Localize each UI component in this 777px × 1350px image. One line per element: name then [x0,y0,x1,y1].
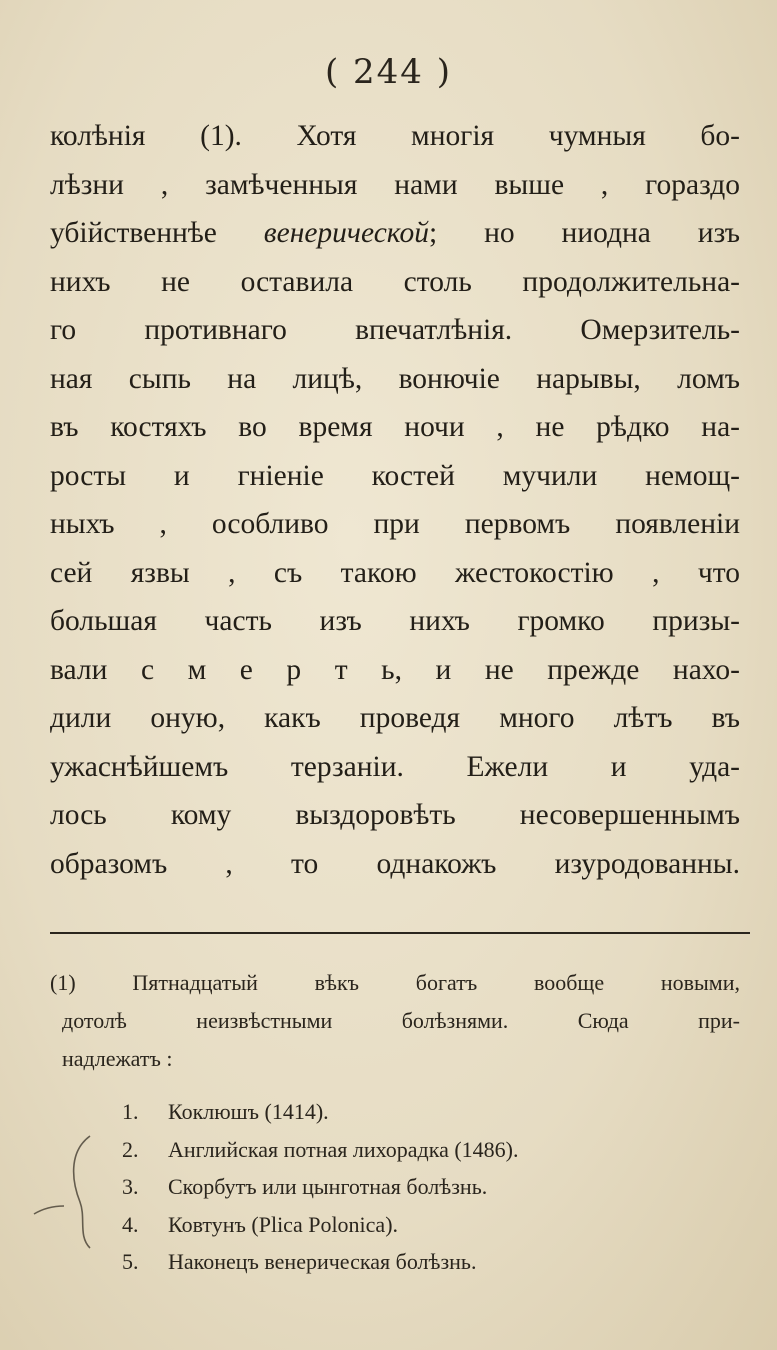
page-number: ( 244 ) [324,52,453,92]
text-line [50,209,740,258]
text-line: ная сыпь на лицѣ, вонючіе нарывы, ломъ [50,362,740,395]
list-item-text: Коклюшъ (1414). [168,1099,329,1124]
text-line: дили оную, какъ проведя много лѣтъ въ [50,702,740,734]
text-line: ныхъ , особливо при первомъ появленіи [50,508,740,540]
list-item-text: Наконецъ венерическая болѣзнь. [168,1249,477,1274]
main-text [50,112,740,888]
footnote-line: надлежатъ : [62,1046,173,1071]
list-item [122,1243,722,1281]
list-item-number: 2. [122,1136,139,1162]
text-line: ужаснѣйшемъ терзаніи. Ежели и уда- [50,750,740,783]
footnote-line: (1) Пятнадцатый вѣкъ богатъ вообще новыми, [50,970,740,995]
list-item [122,1206,722,1244]
list-item-text: Скорбутъ или цынготная болѣзнь. [168,1174,488,1199]
footnote-divider [50,932,750,934]
list-item-text: Английская потная лихорадка (1486). [168,1136,519,1162]
text-line: большая часть изъ нихъ громко призы- [50,605,740,637]
footnote-list [122,1093,722,1281]
list-item [122,1168,722,1206]
text-line: лось кому выздоровѣть несовершеннымъ [50,799,740,831]
italic-word: венерической [263,217,429,249]
text-line: го противнаго впечатлѣнія. Омерзитель- [50,314,740,346]
list-item-number: 4. [122,1211,139,1237]
list-item-number: 5. [122,1249,139,1274]
text-segment: убійственнѣе [50,217,264,249]
list-item-number: 1. [122,1099,139,1124]
footnote [50,964,740,1078]
text-line: росты и гніеніе костей мучили немощ- [50,459,740,492]
text-line: образомъ , то однакожъ изуродованны. [50,847,740,880]
text-line: нихъ не оставила столь продолжительна- [50,265,740,298]
text-line: сей язвы , съ такою жестокостію , что [50,556,740,589]
text-line: въ костяхъ во время ночи , не рѣдко на- [50,411,740,443]
text-line: вали с м е р т ь, и не прежде нахо- [50,653,740,686]
text-segment: ; но ниодна изъ [428,217,741,249]
list-item [122,1093,722,1131]
list-item-number: 3. [122,1174,139,1199]
text-line: колѣнія (1). Хотя многія чумныя бо- [50,120,740,152]
handwritten-brace-mark [28,1132,108,1252]
footnote-line: дотолѣ неизвѣстными болѣзнями. Сюда при- [62,1008,740,1033]
text-line: лѣзни , замѣченныя нами выше , гораздо [50,168,740,201]
list-item [122,1131,722,1169]
list-item-text: Ковтунъ (Plica Polonica). [168,1211,399,1237]
